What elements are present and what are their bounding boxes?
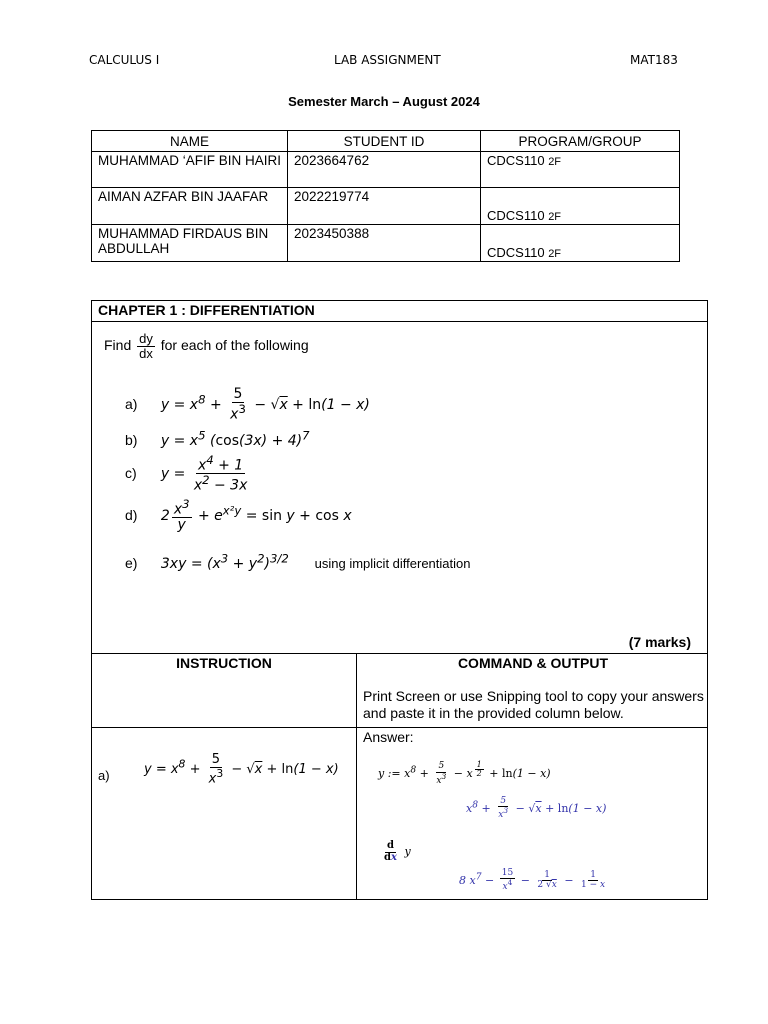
column-divider xyxy=(356,654,357,900)
student-program: CDCS110 2F xyxy=(481,152,680,188)
student-id: 2023450388 xyxy=(288,225,481,262)
answer-derivative-output: 8 $x^7$ − $\frac{15}{x^4}$ − $\frac{1}{2 √x}$ − $\frac{1}{1 - x}$ xyxy=(459,868,606,893)
chapter-section xyxy=(91,300,708,900)
answer-input-line: y := $x^8$ + $\frac{5}{x^3}$ − x $^{\frac{1}{2}}$ + ln(1 − x) xyxy=(378,760,551,786)
student-name: MUHAMMAD ‘AFIF BIN HAIRI xyxy=(92,152,288,188)
student-id: 2022219774 xyxy=(288,188,481,225)
semester-title: Semester March – August 2024 xyxy=(288,94,480,109)
student-id: 2023664762 xyxy=(288,152,481,188)
table-row xyxy=(92,188,680,225)
student-name: AIMAN AZFAR BIN JAAFAR xyxy=(92,188,288,225)
table-header-row xyxy=(92,131,680,152)
course-title: CALCULUS I xyxy=(89,53,160,67)
divider xyxy=(92,653,707,654)
question-e: e) $3xy = (x^3 + y^2)^{3/2}$ using implicit differentiation xyxy=(125,551,471,572)
course-code: MAT183 xyxy=(630,53,678,67)
table-row xyxy=(92,152,680,188)
student-table xyxy=(91,130,680,262)
column-header-student-id: STUDENT ID xyxy=(288,131,481,152)
student-name: MUHAMMAD FIRDAUS BIN ABDULLAH xyxy=(92,225,288,262)
row-label-a: a) xyxy=(98,768,110,783)
question-d: d) 2 $\frac{x^3}{y}$ + $e^{x^2y} = \sin y + \cos x$ xyxy=(125,497,352,534)
divider xyxy=(92,727,707,728)
student-program: CDCS110 2F xyxy=(481,188,680,225)
instruction-header: INSTRUCTION xyxy=(176,655,272,671)
question-c: c) y = $\frac{x^4 + 1}{x^2 - 3x}$ xyxy=(125,453,248,494)
answer-output-expression: $x^8$ + $\frac{5}{x^3}$ − √x + ln(1 − x) xyxy=(466,796,607,821)
question-b: b) $y = x^5$ $(\cos(3x) + 4)^7$ xyxy=(125,428,310,449)
question-a-repeat: $y = x^8$ + $\frac{5}{x^3}$ − √x + ln(1 − x) xyxy=(144,752,339,786)
answer-derivative-command: $\frac{d}{dx}$ y xyxy=(384,840,411,863)
column-header-program: PROGRAM/GROUP xyxy=(481,131,680,152)
question-a: a) $y = x^8$ + $\frac{5}{x^3}$ − √x + ln(1 − x) xyxy=(125,386,370,423)
marks-label: (7 marks) xyxy=(628,634,691,650)
answer-label: Answer: xyxy=(363,729,414,745)
table-row xyxy=(92,225,680,262)
chapter-title: CHAPTER 1 : DIFFERENTIATION xyxy=(92,301,707,322)
command-instruction-text: Print Screen or use Snipping tool to copy your answers and paste it in the provided column below. xyxy=(363,688,704,721)
column-header-name: NAME xyxy=(92,131,288,152)
find-instruction: Find $\frac{dy}{dx}$ for each of the following xyxy=(104,331,309,361)
assignment-title: LAB ASSIGNMENT xyxy=(334,53,441,67)
student-program: CDCS110 2F xyxy=(481,225,680,262)
command-output-header: COMMAND & OUTPUT xyxy=(457,655,609,671)
